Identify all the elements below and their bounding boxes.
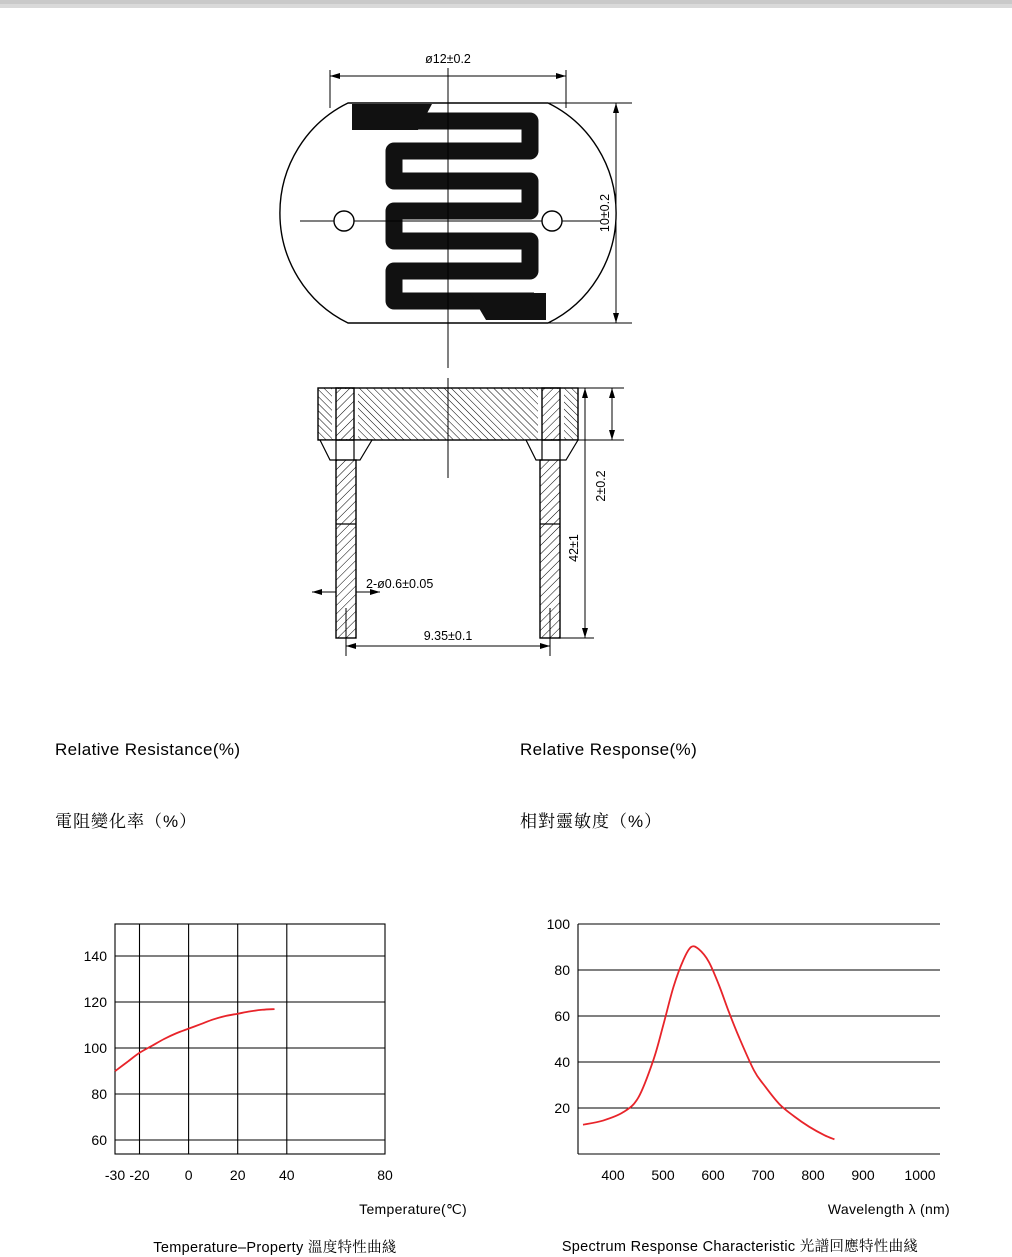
chart-right-ytick-100: 100: [546, 916, 570, 932]
chart-right-xtick-800: 800: [801, 1167, 825, 1183]
chart-left-title-en: Relative Resistance(%): [55, 740, 241, 759]
chart-left-xtick-m20: -20: [129, 1167, 150, 1183]
chart-left-xtick-m30: -30: [104, 1167, 126, 1183]
chart-left-title-cn: 電阻變化率（%）: [55, 812, 198, 831]
lead-hole-right: [542, 211, 562, 231]
chart-right-title-en: Relative Response(%): [520, 740, 698, 759]
chart-right-axis-caption: Wavelength λ (nm): [827, 1201, 950, 1217]
chart-right-xtick-1000: 1000: [904, 1167, 936, 1183]
dimension-lead-diameter-label: 2-ø0.6±0.05: [366, 577, 434, 591]
chart-left-ytick-60: 60: [91, 1132, 107, 1148]
chart-right-series-line: [583, 946, 834, 1139]
chart-right-title: [520, 690, 960, 882]
lead-wires: [336, 460, 560, 638]
chart-left-title: [55, 690, 495, 882]
chart-temperature-property: [55, 690, 495, 1257]
chart-right-ytick-40: 40: [554, 1054, 570, 1070]
top-bar-inner: [0, 0, 1012, 4]
chart-right-xtick-900: 900: [851, 1167, 875, 1183]
dimension-thickness-label: 2±0.2: [594, 470, 608, 502]
chart-right-title-cn: 相對靈敏度（%）: [520, 812, 663, 831]
chart-left-series-line: [115, 1009, 275, 1071]
chart-left-xtick-0: 0: [184, 1167, 193, 1183]
chart-left-plot: [55, 904, 495, 1199]
dimension-lead-spacing-label: 9.35±0.1: [423, 629, 473, 643]
chart-right-plot: [520, 904, 960, 1199]
chart-left-xtick-80: 80: [377, 1167, 393, 1183]
chart-right-xtick-700: 700: [751, 1167, 775, 1183]
chart-left-ytick-120: 120: [83, 994, 107, 1010]
chart-right-ytick-60: 60: [554, 1008, 570, 1024]
chart-right-caption: Spectrum Response Characteristic 光譜回應特性曲綫: [561, 1239, 919, 1255]
chart-right-xtick-500: 500: [651, 1167, 675, 1183]
dimension-diameter-label: ø12±0.2: [425, 52, 471, 66]
dimension-height-label: 10±0.2: [598, 193, 612, 233]
chart-right-xtick-600: 600: [701, 1167, 725, 1183]
top-bar: [0, 0, 1012, 8]
chart-spectrum-response: [520, 690, 960, 1256]
chart-left-ytick-80: 80: [91, 1086, 107, 1102]
chart-left-ytick-100: 100: [83, 1040, 107, 1056]
dimension-lead-length-label: 42±1: [567, 534, 581, 562]
chart-right-ytick-80: 80: [554, 962, 570, 978]
chart-left-xtick-40: 40: [279, 1167, 295, 1183]
chart-right-ytick-20: 20: [554, 1100, 570, 1116]
chart-right-xtick-400: 400: [601, 1167, 625, 1183]
terminal-top: [352, 104, 432, 130]
chart-left-caption: Temperature–Property 溫度特性曲綫: [153, 1240, 397, 1256]
chart-left-ytick-140: 140: [83, 948, 107, 964]
mechanical-drawing: [0, 8, 1012, 668]
chart-left-xtick-20: 20: [229, 1167, 246, 1183]
chart-left-axis-caption: Temperature(℃): [359, 1201, 467, 1217]
lead-hole-left: [334, 211, 354, 231]
